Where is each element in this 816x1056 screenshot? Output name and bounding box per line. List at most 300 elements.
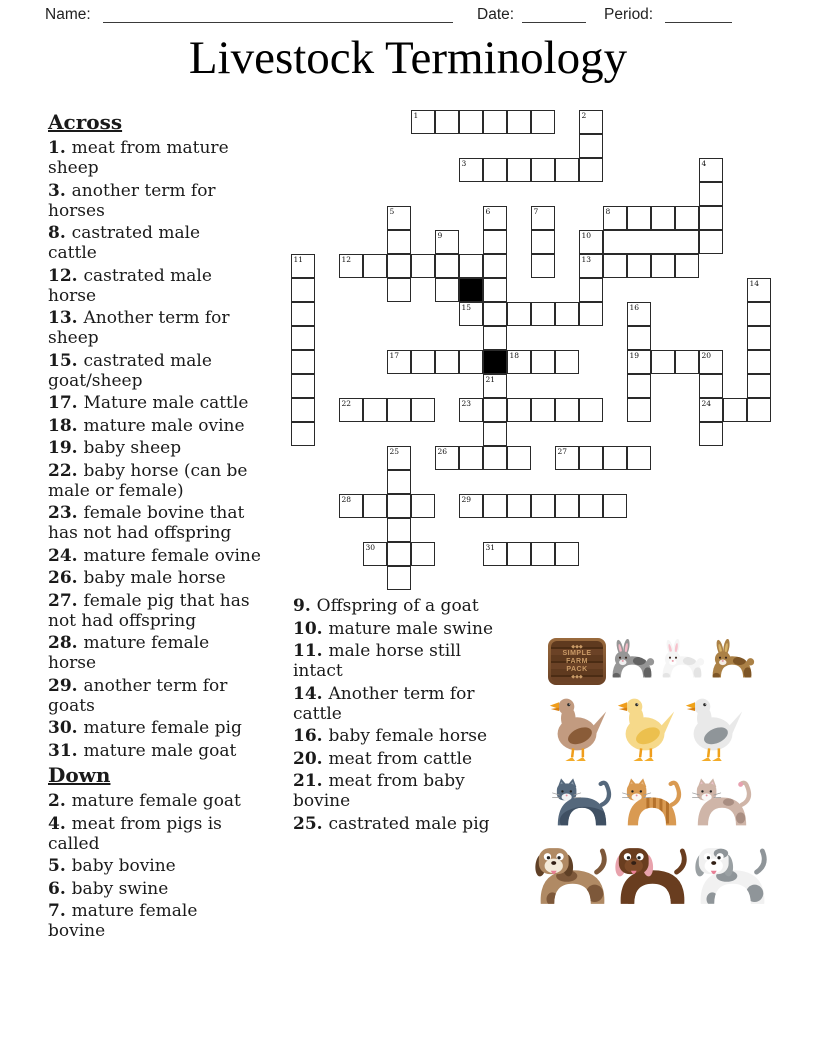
black-cell xyxy=(459,278,483,302)
clue-text-line: 6. baby swine xyxy=(48,878,169,899)
crossword-cell[interactable] xyxy=(363,398,387,422)
clue-26 xyxy=(48,568,293,588)
crossword-cell[interactable] xyxy=(651,254,675,278)
clue-text-line: bovine xyxy=(48,921,106,941)
crossword-cell[interactable] xyxy=(411,494,435,518)
crossword-cell[interactable] xyxy=(435,278,459,302)
crossword-cell[interactable] xyxy=(579,134,603,158)
clue-text-line: 28. mature female xyxy=(48,633,210,653)
clue-text-line: cattle xyxy=(48,243,97,263)
clues-middle-column xyxy=(293,596,533,836)
crossword-cell[interactable] xyxy=(507,158,531,182)
cell-number: 6 xyxy=(485,206,491,216)
cell-number: 25 xyxy=(389,446,400,456)
crossword-cell[interactable] xyxy=(483,494,507,518)
clue-text-line: horses xyxy=(48,200,105,221)
crossword-cell[interactable] xyxy=(531,542,555,566)
crossword-cell[interactable] xyxy=(531,230,555,254)
clue-number: 20. xyxy=(293,748,329,769)
cell-number: 4 xyxy=(701,158,707,168)
crossword-cell[interactable] xyxy=(387,206,411,230)
crossword-cell[interactable] xyxy=(411,398,435,422)
clue-number: 15. xyxy=(48,350,84,371)
clue-19 xyxy=(48,438,293,458)
clue-text-line: 26. baby male horse xyxy=(48,568,226,588)
clue-text-line: 12. castrated male xyxy=(48,265,212,286)
cell-number: 21 xyxy=(485,374,496,384)
clue-text-line: horse xyxy=(48,285,97,306)
crossword-cell[interactable] xyxy=(675,350,699,374)
clipart-row xyxy=(546,693,784,767)
crossword-cell[interactable] xyxy=(411,350,435,374)
clue-number: 16. xyxy=(293,726,329,746)
cell-number: 10 xyxy=(581,230,592,240)
clue-number: 3. xyxy=(48,180,72,201)
cell-number: 24 xyxy=(701,398,712,408)
crossword-cell[interactable] xyxy=(291,398,315,422)
cell-number: 13 xyxy=(581,254,592,264)
cell-number: 20 xyxy=(701,350,712,360)
clipart-row xyxy=(551,777,784,835)
clue-number: 17. xyxy=(48,393,84,413)
cell-number: 29 xyxy=(461,494,472,504)
sign-flourish: ◆◆◆ xyxy=(571,673,583,680)
sign-text-line: PACK xyxy=(566,665,588,673)
crossword-cell[interactable] xyxy=(387,470,411,494)
white-goose-icon xyxy=(682,693,746,767)
clue-text-line: 18. mature male ovine xyxy=(48,415,245,436)
cell-number: 27 xyxy=(557,446,568,456)
clue-text-line: 30. mature female pig xyxy=(48,718,242,738)
clue-text-line: 14. Another term for xyxy=(293,683,475,704)
clue-number: 19. xyxy=(48,438,84,458)
crossword-cell[interactable] xyxy=(579,254,603,278)
crossword-cell[interactable] xyxy=(363,254,387,278)
crossword-cell[interactable] xyxy=(699,422,723,446)
cell-number: 19 xyxy=(629,350,640,360)
crossword-cell[interactable] xyxy=(555,350,579,374)
crossword-cell[interactable] xyxy=(507,398,531,422)
period-label: Period: xyxy=(604,6,654,23)
clue-15 xyxy=(48,351,293,391)
cell-number: 7 xyxy=(533,206,539,216)
crossword-cell[interactable] xyxy=(387,398,411,422)
clue-number: 31. xyxy=(48,740,84,761)
crossword-cell[interactable] xyxy=(699,350,723,374)
crossword-cell[interactable] xyxy=(555,494,579,518)
crossword-cell[interactable] xyxy=(459,254,483,278)
crossword-cell[interactable] xyxy=(579,158,603,182)
crossword-cell[interactable] xyxy=(651,350,675,374)
clue-number: 5. xyxy=(48,856,72,876)
crossword-cell[interactable] xyxy=(459,158,483,182)
clue-3 xyxy=(48,181,293,221)
crossword-cell[interactable] xyxy=(459,398,483,422)
black-cell xyxy=(483,350,507,374)
crossword-cell[interactable] xyxy=(363,542,387,566)
brown-duck-icon xyxy=(546,693,610,767)
cell-number: 15 xyxy=(461,302,472,312)
crossword-cell[interactable] xyxy=(483,422,507,446)
clue-text-line: 3. another term for xyxy=(48,180,216,201)
crossword-cell[interactable] xyxy=(387,494,411,518)
clue-text-line: 1. meat from mature xyxy=(48,138,229,158)
crossword-cell[interactable] xyxy=(699,230,723,254)
clue-18 xyxy=(48,416,293,436)
name-label: Name: xyxy=(45,6,91,23)
crossword-cell[interactable] xyxy=(747,398,771,422)
clue-8 xyxy=(48,223,293,263)
sign-text-line: FARM xyxy=(566,657,588,665)
crossword-cell[interactable] xyxy=(699,398,723,422)
clue-11 xyxy=(293,641,533,681)
crossword-cell[interactable] xyxy=(531,110,555,134)
down-heading: Down xyxy=(48,763,111,787)
cell-number: 30 xyxy=(365,542,376,552)
clue-text-line: 10. mature male swine xyxy=(293,618,494,639)
crossword-cell[interactable] xyxy=(291,374,315,398)
crossword-cell[interactable] xyxy=(555,398,579,422)
clue-number: 7. xyxy=(48,901,72,921)
crossword-cell[interactable] xyxy=(387,542,411,566)
clue-number: 28. xyxy=(48,633,84,653)
clue-12 xyxy=(48,266,293,306)
crossword-cell[interactable] xyxy=(723,398,747,422)
cell-number: 16 xyxy=(629,302,640,312)
crossword-cell[interactable] xyxy=(747,302,771,326)
clue-5 xyxy=(48,856,293,876)
crossword-cell[interactable] xyxy=(339,398,363,422)
cell-number: 5 xyxy=(389,206,395,216)
crossword-cell[interactable] xyxy=(435,446,459,470)
clue-text-line: 17. Mature male cattle xyxy=(48,393,249,413)
cell-number: 17 xyxy=(389,350,400,360)
clue-24 xyxy=(48,546,293,566)
cell-number: 1 xyxy=(413,110,419,120)
crossword-cell[interactable] xyxy=(627,302,651,326)
crossword-cell[interactable] xyxy=(627,254,651,278)
crossword-cell[interactable] xyxy=(699,374,723,398)
clue-text-line: 8. castrated male xyxy=(48,223,201,243)
crossword-cell[interactable] xyxy=(435,350,459,374)
clue-6 xyxy=(48,879,293,899)
crossword-cell[interactable] xyxy=(483,374,507,398)
clue-1 xyxy=(48,138,293,178)
clue-number: 2. xyxy=(48,791,72,811)
orange-tabby-cat-icon xyxy=(621,777,683,835)
crossword-cell[interactable] xyxy=(459,446,483,470)
crossword-cell[interactable] xyxy=(603,494,627,518)
cell-number: 8 xyxy=(605,206,611,216)
crossword-cell[interactable] xyxy=(555,158,579,182)
crossword-cell[interactable] xyxy=(507,542,531,566)
brown-spotted-dog-icon xyxy=(534,845,611,911)
beige-cat-icon xyxy=(691,777,753,835)
cell-number: 23 xyxy=(461,398,472,408)
clue-number: 10. xyxy=(293,618,329,639)
crossword-cell[interactable] xyxy=(483,158,507,182)
clue-number: 22. xyxy=(48,460,84,481)
crossword-cell[interactable] xyxy=(627,350,651,374)
crossword-cell[interactable] xyxy=(411,542,435,566)
clue-number: 12. xyxy=(48,265,84,286)
crossword-cell[interactable] xyxy=(387,518,411,542)
cell-number: 3 xyxy=(461,158,467,168)
crossword-cell[interactable] xyxy=(291,254,315,278)
clue-text-line: called xyxy=(48,833,100,854)
clue-text-line: 19. baby sheep xyxy=(48,438,182,458)
crossword-cell[interactable] xyxy=(627,374,651,398)
crossword-cell[interactable] xyxy=(483,206,507,230)
clue-number: 29. xyxy=(48,675,84,696)
clue-text-line: 5. baby bovine xyxy=(48,856,176,876)
clue-text-line: 27. female pig that has xyxy=(48,590,250,611)
crossword-cell[interactable] xyxy=(483,254,507,278)
crossword-cell[interactable] xyxy=(291,302,315,326)
name-blank-line[interactable] xyxy=(103,6,453,23)
crossword-cell[interactable] xyxy=(747,374,771,398)
cell-number: 12 xyxy=(341,254,352,264)
crossword-cell[interactable] xyxy=(507,446,531,470)
clue-22 xyxy=(48,461,293,501)
clue-text-line: 13. Another term for xyxy=(48,308,230,328)
crossword-cell[interactable] xyxy=(363,494,387,518)
crossword-cell[interactable] xyxy=(531,494,555,518)
crossword-cell[interactable] xyxy=(507,110,531,134)
crossword-cell[interactable] xyxy=(579,302,603,326)
crossword-cell[interactable] xyxy=(675,206,699,230)
clue-text-line: 21. meat from baby xyxy=(293,771,465,791)
crossword-cell[interactable] xyxy=(387,230,411,254)
crossword-cell[interactable] xyxy=(411,110,435,134)
clue-number: 6. xyxy=(48,878,72,899)
crossword-cell[interactable] xyxy=(699,182,723,206)
worksheet-title: Livestock Terminology xyxy=(188,32,628,84)
cell-number: 2 xyxy=(581,110,587,120)
crossword-cell[interactable] xyxy=(339,254,363,278)
clue-number: 23. xyxy=(48,503,84,523)
clue-2 xyxy=(48,791,293,811)
sign-flourish: ◆◆◆ xyxy=(571,643,583,650)
clue-number: 9. xyxy=(293,596,317,616)
date-label: Date: xyxy=(477,6,515,23)
clue-text-line: 22. baby horse (can be xyxy=(48,460,248,481)
clue-text-line: 4. meat from pigs is xyxy=(48,813,222,834)
clue-25 xyxy=(293,814,533,834)
crossword-cell[interactable] xyxy=(507,350,531,374)
clue-number: 11. xyxy=(293,641,329,661)
crossword-cell[interactable] xyxy=(291,350,315,374)
clue-text-line: sheep xyxy=(48,328,99,348)
clue-text-line: 24. mature female ovine xyxy=(48,545,261,566)
clue-14 xyxy=(293,684,533,724)
white-rabbit-icon xyxy=(658,639,706,685)
clue-number: 14. xyxy=(293,683,329,704)
clue-10 xyxy=(293,619,533,639)
clue-number: 1. xyxy=(48,138,72,158)
clue-31 xyxy=(48,741,293,761)
crossword-cell[interactable] xyxy=(555,302,579,326)
across-heading: Across xyxy=(48,110,123,134)
crossword-cell[interactable] xyxy=(435,254,459,278)
clue-23 xyxy=(48,503,293,543)
cell-number: 28 xyxy=(341,494,352,504)
clue-text-line: goat/sheep xyxy=(48,370,143,391)
crossword-cell[interactable] xyxy=(579,230,603,254)
clue-text-line: horse xyxy=(48,653,97,673)
crossword-cell[interactable] xyxy=(675,254,699,278)
crossword-cell[interactable] xyxy=(603,254,627,278)
clue-17 xyxy=(48,393,293,413)
clue-16 xyxy=(293,726,533,746)
crossword-cell[interactable] xyxy=(483,278,507,302)
cell-number: 18 xyxy=(509,350,520,360)
clue-text-line: bovine xyxy=(293,791,351,811)
crossword-cell[interactable] xyxy=(699,206,723,230)
crossword-grid xyxy=(291,110,771,590)
crossword-cell[interactable] xyxy=(627,398,651,422)
crossword-cell[interactable] xyxy=(387,254,411,278)
crossword-cell[interactable] xyxy=(603,446,627,470)
clue-text-line: 25. castrated male pig xyxy=(293,813,490,834)
crossword-cell[interactable] xyxy=(291,326,315,350)
clue-number: 30. xyxy=(48,718,84,738)
crossword-cell[interactable] xyxy=(531,254,555,278)
crossword-cell[interactable] xyxy=(579,278,603,302)
clue-number: 8. xyxy=(48,223,72,243)
cell-number: 22 xyxy=(341,398,352,408)
crossword-cell[interactable] xyxy=(627,206,651,230)
crossword-cell[interactable] xyxy=(531,398,555,422)
dark-brown-dog-icon xyxy=(614,845,691,911)
clue-text-line: not had offspring xyxy=(48,610,197,631)
clue-number: 25. xyxy=(293,813,329,834)
clues-left-column xyxy=(48,110,293,944)
crossword-cell[interactable] xyxy=(291,278,315,302)
crossword-cell[interactable] xyxy=(435,230,459,254)
crossword-cell[interactable] xyxy=(483,326,507,350)
clue-number: 24. xyxy=(48,545,84,566)
clue-text-line: 31. mature male goat xyxy=(48,740,237,761)
crossword-cell[interactable] xyxy=(483,230,507,254)
clue-text-line: cattle xyxy=(293,703,342,724)
crossword-cell[interactable] xyxy=(555,542,579,566)
clue-30 xyxy=(48,718,293,738)
crossword-cell[interactable] xyxy=(531,158,555,182)
cell-number: 14 xyxy=(749,278,760,288)
crossword-cell[interactable] xyxy=(387,350,411,374)
crossword-cell[interactable] xyxy=(579,398,603,422)
crossword-cell[interactable] xyxy=(483,446,507,470)
clue-text-line: has not had offspring xyxy=(48,523,232,543)
date-blank-line[interactable] xyxy=(522,6,586,23)
crossword-cell[interactable] xyxy=(483,542,507,566)
crossword-cell[interactable] xyxy=(747,350,771,374)
clue-29 xyxy=(48,676,293,716)
crossword-cell[interactable] xyxy=(435,110,459,134)
clue-13 xyxy=(48,308,293,348)
clue-text-line: male or female) xyxy=(48,480,184,501)
clue-text-line: 16. baby female horse xyxy=(293,726,488,746)
crossword-cell[interactable] xyxy=(411,254,435,278)
clue-text-line: goats xyxy=(48,695,95,716)
crossword-cell[interactable] xyxy=(459,110,483,134)
clue-text-line: sheep xyxy=(48,158,99,178)
crossword-cell[interactable] xyxy=(339,494,363,518)
crossword-cell[interactable] xyxy=(387,446,411,470)
crossword-cell[interactable] xyxy=(483,110,507,134)
clue-21 xyxy=(293,771,533,811)
farm-animals-clipart xyxy=(534,638,784,911)
farm-sign xyxy=(548,638,606,685)
clue-4 xyxy=(48,814,293,854)
clue-number: 13. xyxy=(48,308,84,328)
clue-number: 4. xyxy=(48,813,72,834)
clue-27 xyxy=(48,591,293,631)
open-strip xyxy=(603,230,699,254)
crossword-cell[interactable] xyxy=(507,494,531,518)
clue-text-line: 11. male horse still xyxy=(293,641,462,661)
cell-number: 26 xyxy=(437,446,448,456)
crossword-cell[interactable] xyxy=(483,398,507,422)
crossword-cell[interactable] xyxy=(459,494,483,518)
clue-28 xyxy=(48,633,293,673)
crossword-cell[interactable] xyxy=(483,302,507,326)
clue-text-line: intact xyxy=(293,661,343,681)
crossword-cell[interactable] xyxy=(603,206,627,230)
crossword-cell[interactable] xyxy=(291,422,315,446)
clipart-row xyxy=(534,845,784,911)
clipart-row xyxy=(548,638,784,685)
crossword-cell[interactable] xyxy=(747,326,771,350)
clue-7 xyxy=(48,901,293,941)
brown-rabbit-icon xyxy=(708,639,756,685)
crossword-cell[interactable] xyxy=(459,350,483,374)
period-blank-line[interactable] xyxy=(665,6,732,23)
clue-number: 18. xyxy=(48,415,84,436)
clue-text-line: 9. Offspring of a goat xyxy=(293,596,479,616)
clue-number: 27. xyxy=(48,590,84,611)
crossword-cell[interactable] xyxy=(531,206,555,230)
clue-text-line: 2. mature female goat xyxy=(48,791,241,811)
cell-number: 9 xyxy=(437,230,443,240)
crossword-cell[interactable] xyxy=(531,350,555,374)
crossword-cell[interactable] xyxy=(651,206,675,230)
clue-9 xyxy=(293,596,533,616)
crossword-cell[interactable] xyxy=(627,446,651,470)
crossword-cell[interactable] xyxy=(579,110,603,134)
cell-number: 31 xyxy=(485,542,496,552)
clue-text-line: 20. meat from cattle xyxy=(293,748,473,769)
crossword-cell[interactable] xyxy=(747,278,771,302)
cell-number: 11 xyxy=(293,254,304,264)
yellow-duck-icon xyxy=(614,693,678,767)
crossword-cell[interactable] xyxy=(579,446,603,470)
clue-text-line: 29. another term for xyxy=(48,675,228,696)
crossword-cell[interactable] xyxy=(507,302,531,326)
crossword-cell[interactable] xyxy=(579,494,603,518)
crossword-cell[interactable] xyxy=(627,326,651,350)
crossword-cell[interactable] xyxy=(459,302,483,326)
crossword-cell[interactable] xyxy=(531,302,555,326)
crossword-cell[interactable] xyxy=(387,278,411,302)
clue-number: 26. xyxy=(48,568,84,588)
crossword-cell[interactable] xyxy=(555,446,579,470)
crossword-cell[interactable] xyxy=(387,566,411,590)
white-gray-dog-icon xyxy=(694,845,771,911)
clue-number: 21. xyxy=(293,771,329,791)
crossword-cell[interactable] xyxy=(699,158,723,182)
